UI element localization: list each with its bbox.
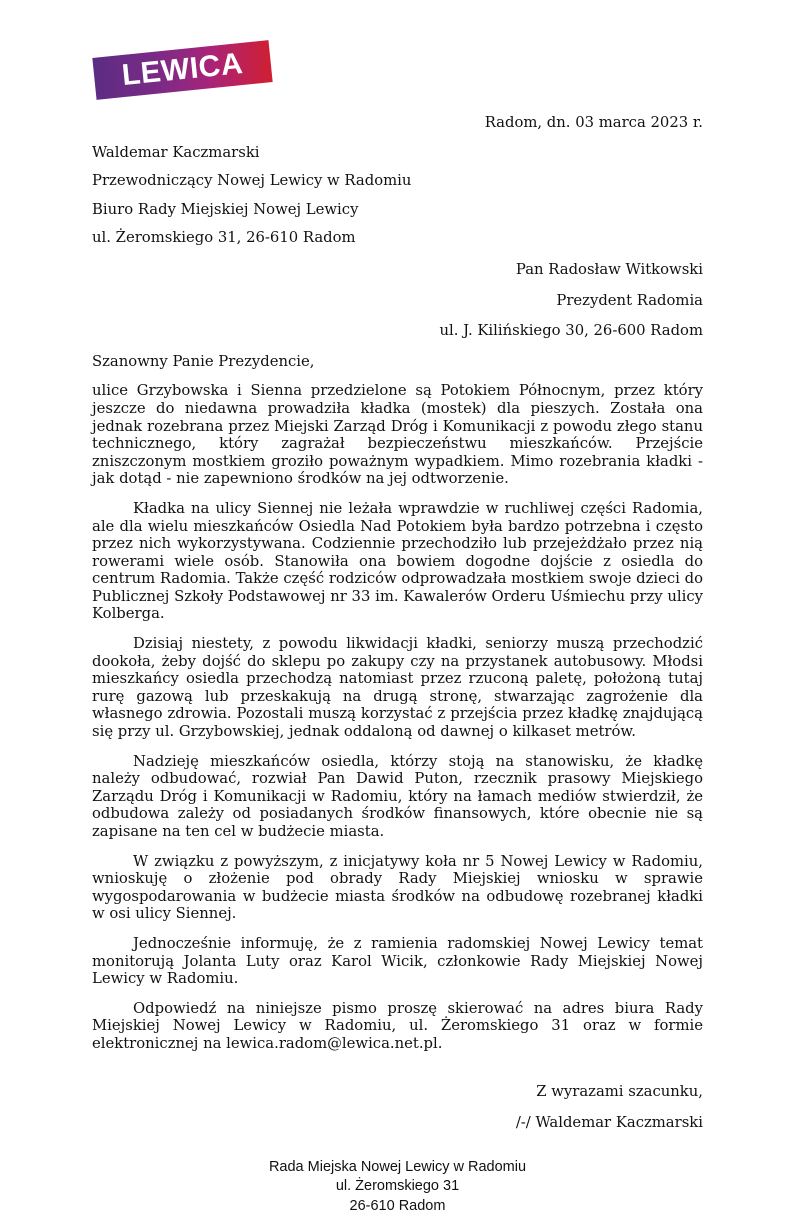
letter-body <box>92 382 703 1052</box>
valediction: Z wyrazami szacunku, <box>536 1082 703 1100</box>
lewica-logo <box>92 42 703 106</box>
sender-block <box>92 144 703 247</box>
paragraph-6: Jednocześnie informuję, że z ramienia radomskiej Nowej Lewicy temat monitorują Jolanta Luty oraz Karol Wicik, członkowie Rady Miejskiej Nowej Lewicy w Radomiu. <box>92 934 703 988</box>
footer-city: 26-610 Radom <box>349 1197 446 1214</box>
footer-street: ul. Żeromskiego 31 <box>335 1178 460 1195</box>
sender-name: Waldemar Kaczmarski <box>92 143 260 161</box>
paragraph-4: Nadzieję mieszkańców osiedla, którzy stoją na stanowisku, że kładkę należy odbudować, rozwiał Pan Dawid Puton, rzecznik prasowy Miejskiego Zarządu Dróg i Komunikacji w Radomiu, który na łamach mediów stwierdził, że odbudowa zależy od posiadanych środków finansowych, które obecnie nie są zapisane na ten cel w budżecie miasta. <box>92 752 703 840</box>
paragraph-2: Kładka na ulicy Siennej nie leżała wprawdzie w ruchliwej części Radomia, ale dla wielu mieszkańców Osiedla Nad Potokiem była bardzo potrzebna i często przez nich wykorzystywana. Codziennie przechodziło lub przejeżdżało przez nią rowerami wiele osób. Stanowiła ona bowiem dogodne dojście z osiedla do centrum Radomia. Także część rodziców odprowadzała mostkiem swoje dzieci do Publicznej Szkoły Podstawowej nr 33 im. Kawalerów Orderu Uśmiechu przy ulicy Kolberga. <box>92 499 703 623</box>
footer-block <box>92 1158 703 1216</box>
signature: /-/ Waldemar Kaczmarski <box>515 1114 703 1132</box>
lewica-logo-text: LEWICA <box>120 47 245 93</box>
recipient-name: Pan Radosław Witkowski <box>515 260 703 278</box>
date-line: Radom, dn. 03 marca 2023 r. <box>484 114 703 131</box>
paragraph-5: W związku z powyższym, z inicjatywy koła nr 5 Nowej Lewicy w Radomiu, wnioskuję o złożenie pod obrady Rady Miejskiej wniosku w sprawie wygospodarowania w budżecie miasta środków na odbudowę rozebranej kładki w osi ulicy Siennej. <box>92 852 703 923</box>
paragraph-1: ulice Grzybowska i Sienna przedzielone są Potokiem Północnym, przez który jeszcze do niedawna prowadziła kładka (mostek) dla pieszych. Została ona jednak rozebrana przez Miejski Zarząd Dróg i Komunikacji z powodu złego stanu technicznego, który zagrażał bezpieczeństwu mieszkańców. Przejście zniszczonym mostkiem groziło poważnym wypadkiem. Mimo rozebrania kładki - jak dotąd - nie zapewniono środków na jej odtworzenie. <box>92 382 703 488</box>
recipient-title: Prezydent Radomia <box>556 291 703 309</box>
recipient-block <box>92 261 703 340</box>
paragraph-7: Odpowiedź na niniejsze pismo proszę skierować na adres biura Rady Miejskiej Nowej Lewicy w Radomiu, ul. Żeromskiego 31 oraz w formie elektronicznej na lewica.radom@lewica.net.pl. <box>92 999 703 1052</box>
footer-organization: Rada Miejska Nowej Lewicy w Radomiu <box>268 1158 527 1175</box>
sender-title: Przewodniczący Nowej Lewicy w Radomiu <box>92 172 412 190</box>
salutation: Szanowny Panie Prezydencie, <box>92 352 315 370</box>
sender-address: ul. Żeromskiego 31, 26-610 Radom <box>92 229 356 247</box>
recipient-address: ul. J. Kilińskiego 30, 26-600 Radom <box>439 322 703 340</box>
paragraph-3: Dzisiaj niestety, z powodu likwidacji kładki, seniorzy muszą przechodzić dookoła, żeby dojść do sklepu po zakupy czy na przystanek autobusowy. Młodsi mieszkańcy osiedla przechodzą natomiast przez rzuconą paletę, położoną tutaj rurę gazową lub przeskakują na drugą stronę, stwarzając zagrożenie dla własnego zdrowia. Pozostali muszą korzystać z przejścia przez kładkę znajdującą się przy ul. Grzybowskiej, jednak oddaloną od dawnej o kilkaset metrów. <box>92 635 703 741</box>
sender-office: Biuro Rady Miejskiej Nowej Lewicy <box>92 200 359 218</box>
lewica-logo-banner <box>92 40 272 100</box>
closing-block <box>92 1083 703 1132</box>
